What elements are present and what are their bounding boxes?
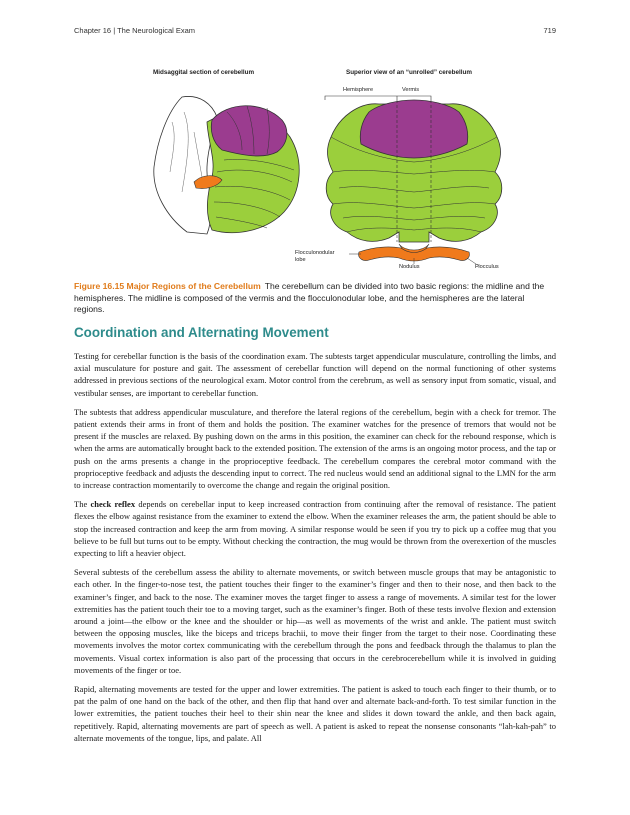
paragraph-4: Several subtests of the cerebellum assess the ability to alternate movements, or switch between muscle groups that may be antagonistic to each other. In the finger-to-nose test, the patient touches their finger to the examiner’s finger and then to their nose, and then back to the examiner’s finger, and back to the nose. The examiner moves the target finger to assess a range of movements. A similar test for the lower extremities has the patient touch their toe to a moving target, such as the examiner’s finger. Both of these tests involve flexion and extension around a joint—the elbow or the knee and the shoulder or hip—as well as movements of the wrist and ankle. The patient must switch between the opposing muscles, like the biceps and triceps brachii, to move their finger from the target to their nose. Coordinating these movements involves the motor cortex communicating with the cerebellum through the pons and feedback through the thalamus to plan the movements. Visual cortex information is also part of the processing that occurs in the cerebrocerebellum while it is involved in guiding movements of the finger or toe. (74, 567, 556, 675)
paragraph-5: Rapid, alternating movements are tested for the upper and lower extremities. The patient is asked to touch each finger to their thumb, or to pat the palm of one hand on the back of the other, and then flip that hand over and alternate back-and-forth. To test similar function in the lower extremities, the patient touches their heel to their shin near the knee and slides it down toward the ankle, and then back again, repetitively. Rapid, alternating movements are part of speech as well. A patient is asked to repeat the nonsense consonants “lah-kah-pah” to alternate movements of the tongue, lips, and palate. All (74, 684, 556, 743)
section-heading: Coordination and Alternating Movement (74, 325, 329, 340)
right-diagram-title: Superior view of an “unrolled” cerebellum (346, 69, 472, 76)
flocculonodular-label: Flocculonodular lobe (295, 250, 335, 263)
cerebellum-figure (74, 60, 556, 274)
page-number: 719 (543, 26, 556, 35)
left-diagram-title: Midsaggital section of cerebellum (153, 69, 255, 76)
figure-caption (74, 281, 556, 316)
paragraph-1: Testing for cerebellar function is the basis of the coordination exam. The subtests target appendicular musculature, controlling the limbs, and axial musculature for posture and gait. The assessment of cerebellar function will depend on the normal functioning of other systems addressed in previous sections of the neurological exam. Motor control from the cerebrum, as well as sensory input from somatic, visual, and vestibular senses, are important to cerebellar function. (74, 351, 556, 398)
unrolled-diagram (319, 92, 509, 272)
caption-title: Figure 16.15 Major Regions of the Cerebellum (74, 281, 261, 291)
caption-text: The cerebellum can be divided into two basic regions: the midline and the hemispheres. The midline is composed of the vermis and the flocculonodular lobe, and the hemispheres are the lateral regions. (74, 281, 545, 314)
nodulus-label: Nodulus (399, 264, 420, 270)
page-header (74, 26, 556, 35)
paragraph-3: The check reflex depends on cerebellar input to keep increased contraction from continuing after the removal of resistance. The patient flexes the elbow against resistance from the examiner to extend the elbow. When the examiner releases the arm, the patient should be able to stop the increased contraction and keep the arm from moving. A similar response would be seen if you try to pick up a coffee mug that you believe to be full but turns out to be empty. Without checking the contraction, the mug would be thrown from the overexertion of the muscles expecting to lift a heavier object. (74, 499, 556, 559)
paragraph-2: The subtests that address appendicular musculature, and therefore the lateral regions of the cerebellum, begin with a check for tremor. The patient extends their arms in front of them and holds the position. The examiner watches for the presence of tremors that would not be present if the muscles are relaxed. By pushing down on the arms in this position, the examiner can check for the rebound response, which is when the arms are automatically brought back to the extended position. The extension of the arms is an ongoing motor process, and the tap or push on the arms presents a change in the proprioceptive feedback. The cerebellum compares the cerebral motor command with the proprioceptive feedback and adjusts the descending input to correct. The red nucleus would send an additional signal to the LMN for the arm to increase contraction momentarily to overcome the change and regain the original position. (74, 406, 556, 491)
vermis-label: Vermis (402, 87, 420, 93)
flocculus-label: Flocculus (475, 264, 499, 270)
body-text (74, 350, 556, 751)
vermis-shape (360, 100, 467, 158)
check-reflex-term: check reflex (90, 499, 136, 510)
midsagittal-diagram (112, 82, 312, 242)
chapter-title: Chapter 16 | The Neurological Exam (74, 26, 196, 35)
hemisphere-label: Hemisphere (343, 87, 374, 93)
